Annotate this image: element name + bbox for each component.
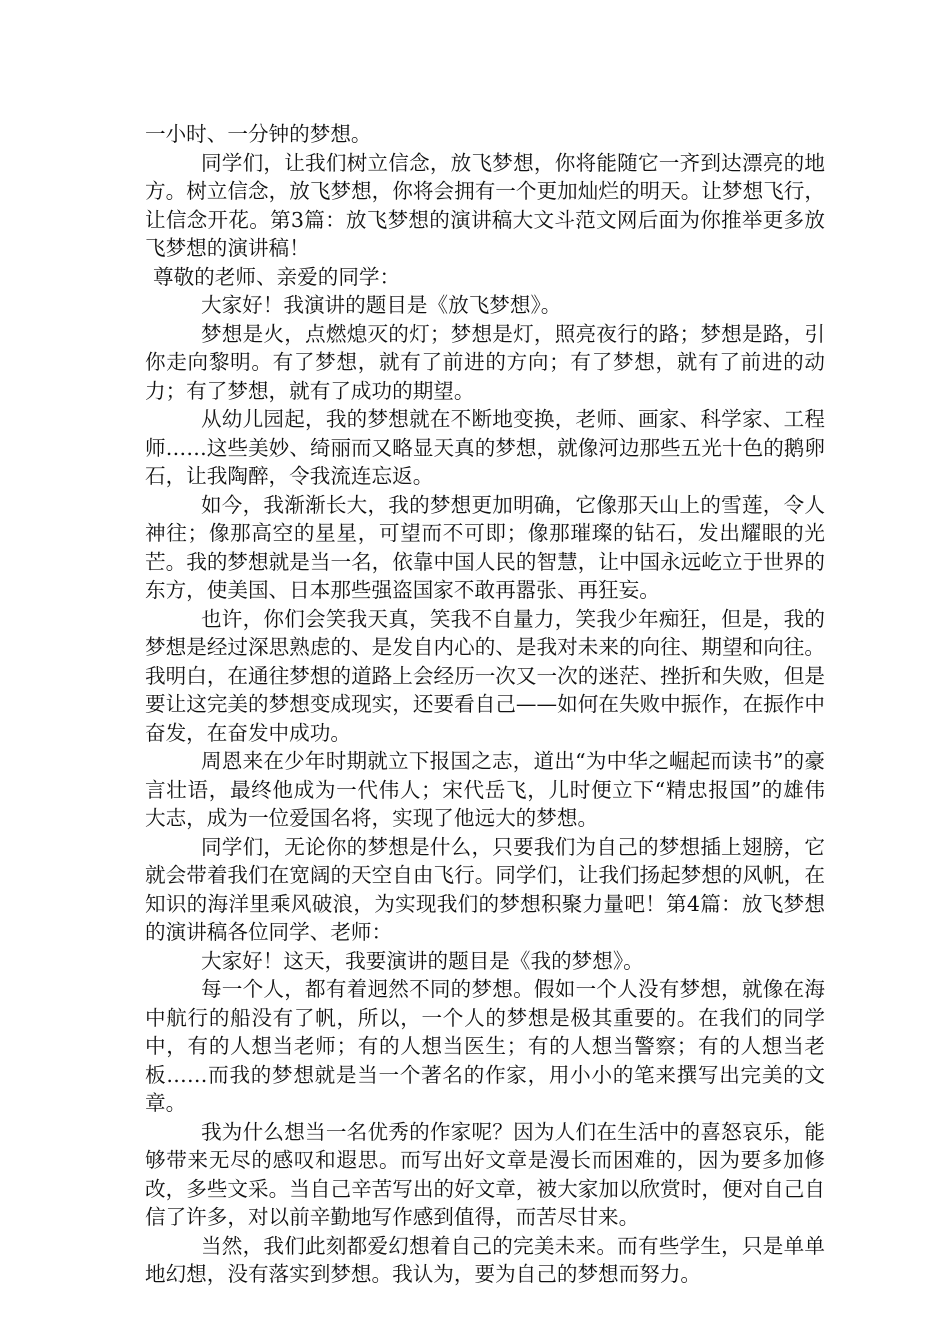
salutation-line: 尊敬的老师、亲爱的同学： <box>153 264 401 289</box>
paragraph: 一小时、一分钟的梦想。 <box>145 122 372 146</box>
paragraph: 从幼儿园起，我的梦想就在不断地变换，老师、画家、科学家、工程师……这些美妙、绮丽而又略显天真的梦想，就像河边那些五光十色的鹅卵石，让我陶醉，令我流连忘返。 <box>145 407 825 488</box>
paragraph: 如今，我渐渐长大，我的梦想更加明确，它像那天山上的雪莲，令人神往；像那高空的星星，可望而不可即；像那璀璨的钻石，发出耀眼的光芒。我的梦想就是当一名，依靠中国人民的智慧，让中国永远屹立于世界的东方，使美国、日本那些强盗国家不敢再嚣张、再狂妄。 <box>145 492 825 602</box>
paragraph: 大家好！这天，我要演讲的题目是《我的梦想》。 <box>201 948 644 973</box>
paragraph: 梦想是火，点燃熄灭的灯；梦想是灯，照亮夜行的路；梦想是路，引你走向黎明。有了梦想，就有了前进的方向；有了梦想，就有了前进的动力；有了梦想，就有了成功的期望。 <box>145 321 825 403</box>
paragraph: 每一个人，都有着迥然不同的梦想。假如一个人没有梦想，就像在海中航行的船没有了帆，所以，一个人的梦想是极其重要的。在我们的同学中，有的人想当老师；有的人想当医生；有的人想当警察；有的人想当老板……而我的梦想就是当一个著名的作家，用小小的笔来撰写出完美的文章。 <box>145 977 825 1115</box>
paragraph: 大家好！我演讲的题目是《放飞梦想》。 <box>201 293 562 317</box>
paragraph: 当然，我们此刻都爱幻想着自己的完美未来。而有些学生，只是单单地幻想，没有落实到梦想。我认为，要为自己的梦想而努力。 <box>145 1233 825 1286</box>
paragraph: 周恩来在少年时期就立下报国之志，道出“为中华之崛起而读书”的豪言壮语，最终他成为一代伟人；宋代岳飞，儿时便立下“精忠报国”的雄伟大志，成为一位爱国名将，实现了他远大的梦想。 <box>145 749 825 830</box>
paragraph: 我为什么想当一名优秀的作家呢？因为人们在生活中的喜怒哀乐，能够带来无尽的感叹和遐思。而写出好文章是漫长而困难的，因为要多加修改，多些文采。当自己辛苦写出的好文章，被大家加以欣赏时，便对自己自信了许多，对以前辛勤地写作感到值得，而苦尽甘来。 <box>145 1119 825 1229</box>
document-body <box>145 120 825 1289</box>
paragraph: 同学们，让我们树立信念，放飞梦想，你将能随它一齐到达漂亮的地方。树立信念，放飞梦想，你将会拥有一个更加灿烂的明天。让梦想飞行，让信念开花。第3篇：放飞梦想的演讲稿大文斗范文网后面为你推举更多放飞梦想的演讲稿！ <box>145 150 825 260</box>
paragraph: 同学们，无论你的梦想是什么，只要我们为自己的梦想插上翅膀，它就会带着我们在宽阔的天空自由飞行。同学们，让我们扬起梦想的风帆，在知识的海洋里乘风破浪，为实现我们的梦想积聚力量吧！第4篇：放飞梦想的演讲稿各位同学、老师： <box>145 834 825 944</box>
paragraph: 也许，你们会笑我天真，笑我不自量力，笑我少年痴狂，但是，我的梦想是经过深思熟虑的、是发自内心的、是我对未来的向往、期望和向往。我明白，在通往梦想的道路上会经历一次又一次的迷茫、挫折和失败，但是要让这完美的梦想变成现实，还要看自己——如何在失败中振作，在振作中奋发，在奋发中成功。 <box>145 606 825 745</box>
